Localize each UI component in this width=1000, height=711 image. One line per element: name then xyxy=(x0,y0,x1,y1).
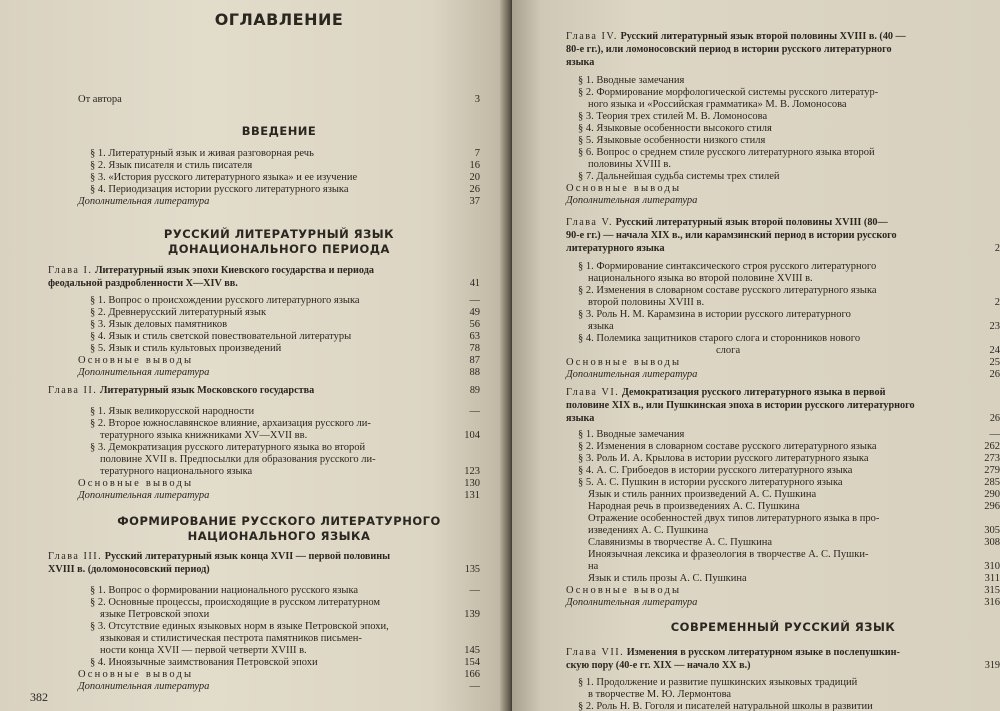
toc-entry-page: — xyxy=(469,681,480,692)
toc-entry-text: § 4. Иноязычные заимствования Петровской эпохи xyxy=(90,657,318,668)
toc-entry-page: 262 xyxy=(984,441,1000,452)
toc-entry-text: § 5. Языковые особенности низкого стиля xyxy=(578,135,766,146)
toc-entry xyxy=(78,680,480,693)
toc-entry-page: 37 xyxy=(469,196,480,207)
toc-entry-text: языка xyxy=(588,321,614,332)
toc-entry-text: § 3. Теория трех стилей М. В. Ломоносова xyxy=(578,111,768,122)
chapter-title-line: языка xyxy=(566,413,595,424)
toc-entry-text: § 3. Отсутствие единых языковых норм в языке Петровской эпохи, xyxy=(90,621,389,632)
toc-entry-page: 88 xyxy=(469,367,480,378)
chapter-label: Глава III. xyxy=(48,551,103,562)
toc-entry-page: 26 xyxy=(989,369,1000,380)
toc-entry-page: 104 xyxy=(464,430,480,441)
toc-entry-text: § 1. Вопрос о происхождении русского литературного языка xyxy=(90,295,360,306)
part-heading-3: СОВРЕМЕННЫЙ РУССКИЙ ЯЗЫК xyxy=(670,620,896,634)
toc-entry-text: § 3. Язык деловых памятников xyxy=(90,319,228,330)
toc-entry-text: Дополнительная литература xyxy=(78,367,210,378)
chapter-title-line: Демократизация русского литературного языка в первой xyxy=(621,387,886,398)
chapter-7-title-cont xyxy=(566,659,1000,672)
toc-entry-text: Народная речь в произведениях А. С. Пушкина xyxy=(588,501,800,512)
toc-entry-text: языковая и стилистическая пестрота памятников письмен- xyxy=(100,633,362,644)
toc-entry xyxy=(78,195,480,208)
toc-entry-page: 123 xyxy=(464,466,480,477)
toc-entry-text: От автора xyxy=(78,94,122,105)
part-heading-1-line1: РУССКИЙ ЛИТЕРАТУРНЫЙ ЯЗЫК xyxy=(163,227,395,241)
toc-entry-text: § 2. Второе южнославянское влияние, архаизация русского ли- xyxy=(90,418,371,429)
toc-entry-page: 63 xyxy=(469,331,480,342)
toc-entry-page: 319 xyxy=(984,660,1000,671)
chapter-label: Глава VI. xyxy=(566,387,620,398)
chapter-title-line: половине XIX в., или Пушкинская эпоха в истории русского литературного xyxy=(566,400,915,411)
toc-entry-text: § 4. А. С. Грибоедов в истории русского литературного языка xyxy=(578,465,853,476)
chapter-4-title-cont xyxy=(566,56,1000,69)
toc-entry-text: ного языка и «Российская грамматика» М. В. Ломоносова xyxy=(588,99,847,110)
toc-entry-page: 315 xyxy=(984,585,1000,596)
page-number: 382 xyxy=(30,690,48,704)
toc-entry-page: 311 xyxy=(984,573,1000,584)
toc-entry-text: слога xyxy=(716,345,741,356)
toc-entry-text: Дополнительная литература xyxy=(78,490,210,501)
toc-entry-page: 41 xyxy=(469,278,480,289)
chapter-title-line: скую пору (40-е гг. XIX — начало XX в.) xyxy=(566,660,751,671)
toc-entry-page: 154 xyxy=(464,657,480,668)
chapter-title-line: XVIII в. (доломоносовский период) xyxy=(48,564,210,575)
chapter-6-title-cont xyxy=(566,399,1000,412)
toc-entry-text: § 2. Язык писателя и стиль писателя xyxy=(90,160,253,171)
toc-entry-page: 285 xyxy=(984,477,1000,488)
chapter-label: Глава II. xyxy=(48,385,98,396)
toc-entry-text: Иноязычная лексика и фразеология в творчестве А. С. Пушки- xyxy=(588,549,869,560)
toc-entry-page: 23 xyxy=(989,321,1000,332)
toc-entry-text: Язык и стиль ранних произведений А. С. Пушкина xyxy=(588,489,817,500)
toc-entry-page: 3 xyxy=(474,94,480,105)
part-heading-1-line2: ДОНАЦИОНАЛЬНОГО ПЕРИОДА xyxy=(168,242,390,256)
toc-entry-text: § 4. Язык и стиль светской повествовательной литературы xyxy=(90,331,352,342)
toc-entry-text: § 7. Дальнейшая судьба системы трех стилей xyxy=(578,171,780,182)
toc-entry-page: 49 xyxy=(469,307,480,318)
toc-entry-text: половины XVIII в. xyxy=(588,159,671,170)
toc-entry-from-author xyxy=(78,93,480,106)
toc-entry-text: § 5. Язык и стиль культовых произведений xyxy=(90,343,282,354)
chapter-title-line: феодальной раздробленности X—XIV вв. xyxy=(48,278,238,289)
toc-entry-text: § 1. Вопрос о формировании национального русского языка xyxy=(90,585,359,596)
toc-entry-page: 78 xyxy=(469,343,480,354)
toc-entry-text: § 3. Роль Н. М. Карамзина в истории русского литературного xyxy=(578,309,851,320)
chapter-title-line: Русский литературный язык второй половины XVIII в. (40 — xyxy=(620,31,906,42)
right-page xyxy=(512,0,1000,711)
toc-entry-page: 296 xyxy=(984,501,1000,512)
toc-entry-page: 24 xyxy=(989,345,1000,356)
toc-entry-text: § 6. Вопрос о среднем стиле русского литературного языка второй xyxy=(578,147,875,158)
part-heading-2-line2: НАЦИОНАЛЬНОГО ЯЗЫКА xyxy=(187,529,371,543)
toc-entry-text: Основные выводы xyxy=(78,669,194,680)
chapter-1-title-cont xyxy=(48,277,480,290)
chapter-label: Глава I. xyxy=(48,265,93,276)
section-heading-intro: ВВЕДЕНИЕ xyxy=(241,124,317,138)
chapter-7-title xyxy=(566,646,1000,659)
toc-entry-text: Дополнительная литература xyxy=(78,196,210,207)
chapter-3-title xyxy=(48,550,480,563)
toc-entry-text: в творчестве М. Ю. Лермонтова xyxy=(588,689,732,700)
chapter-4-title xyxy=(566,30,1000,43)
chapter-label: Глава IV. xyxy=(566,31,618,42)
toc-entry-page: — xyxy=(469,406,480,417)
toc-entry-page: 2 xyxy=(994,297,1000,308)
chapter-4-title-cont xyxy=(566,43,1000,56)
toc-entry-text: § 3. Роль И. А. Крылова в истории русского литературного языка xyxy=(578,453,869,464)
toc-entry-text: § 2. Основные процессы, происходящие в русском литературном xyxy=(90,597,381,608)
toc-entry-text: половине XVII в. Предпосылки для образования русского ли- xyxy=(100,454,376,465)
toc-entry-text: Основные выводы xyxy=(78,478,194,489)
part-heading-2-line1: ФОРМИРОВАНИЕ РУССКОГО ЛИТЕРАТУРНОГО xyxy=(117,514,441,528)
toc-entry-text: Язык и стиль прозы А. С. Пушкина xyxy=(588,573,747,584)
chapter-title-line: 80-е гг.), или ломоносовский период в истории русского литературного xyxy=(566,44,892,55)
toc-entry-page: 131 xyxy=(464,490,480,501)
chapter-title-line: литературного языка xyxy=(566,243,665,254)
toc-entry-page: 26 xyxy=(989,413,1000,424)
toc-entry-text: Основные выводы xyxy=(78,355,194,366)
toc-entry-text: § 1. Вводные замечания xyxy=(578,429,685,440)
toc-entry-text: ности конца XVII — первой четверти XVIII в. xyxy=(100,645,307,656)
toc-entry-page: 2 xyxy=(994,243,1000,254)
toc-entry-page: 7 xyxy=(474,148,480,159)
toc-entry-page: 145 xyxy=(464,645,480,656)
toc-entry-text: национального языка во второй половине XVIII в. xyxy=(588,273,813,284)
chapter-title-line: Русский литературный язык конца XVII — первой половины xyxy=(104,551,391,562)
toc-entry-text: § 4. Языковые особенности высокого стиля xyxy=(578,123,772,134)
toc-entry-text: § 1. Язык великорусской народности xyxy=(90,406,255,417)
toc-entry-page: 87 xyxy=(469,355,480,366)
toc-entry-page: 130 xyxy=(464,478,480,489)
toc-entry-page: 310 xyxy=(984,561,1000,572)
toc-entry-text: § 2. Изменения в словарном составе русского литературного языка xyxy=(578,285,877,296)
chapter-5-title-cont xyxy=(566,229,1000,242)
toc-entry-text: второй половины XVIII в. xyxy=(588,297,705,308)
toc-entry-page: 56 xyxy=(469,319,480,330)
chapter-label: Глава V. xyxy=(566,217,614,228)
toc-entry-text: § 1. Формирование синтаксического строя русского литературного xyxy=(578,261,877,272)
toc-entry xyxy=(566,194,1000,207)
toc-entry-text: § 3. Демократизация русского литературного языка во второй xyxy=(90,442,366,453)
toc-entry-page: 290 xyxy=(984,489,1000,500)
toc-entry-text: § 1. Литературный язык и живая разговорная речь xyxy=(90,148,314,159)
toc-entry-text: § 2. Древнерусский литературный язык xyxy=(90,307,267,318)
toc-entry-page: 16 xyxy=(469,160,480,171)
toc-entry-text: § 4. Полемика защитников старого слога и сторонников нового xyxy=(578,333,861,344)
toc-entry-text: Дополнительная литература xyxy=(566,597,698,608)
toc-entry-text: § 3. «История русского литературного языка» и ее изучение xyxy=(90,172,358,183)
toc-entry-text: § 4. Периодизация истории русского литературного языка xyxy=(90,184,349,195)
toc-entry-text: § 1. Продолжение и развитие пушкинских языковых традиций xyxy=(578,677,858,688)
chapter-title-line: 90-е гг.) — начала XIX в., или карамзинский период в истории русского xyxy=(566,230,897,241)
toc-entry-text: Отражение особенностей двух типов литературного языка в про- xyxy=(588,513,880,524)
contents-title: ОГЛАВЛЕНИЕ xyxy=(214,10,344,29)
toc-entry-page: 26 xyxy=(469,184,480,195)
chapter-1-title xyxy=(48,264,480,277)
toc-entry-page: 89 xyxy=(469,385,480,396)
toc-entry-text: Славянизмы в творчестве А. С. Пушкина xyxy=(588,537,773,548)
toc-entry-text: Основные выводы xyxy=(566,183,682,194)
chapter-title-line: Литературный язык Московского государства xyxy=(99,385,315,396)
chapter-5-title-cont xyxy=(566,242,1000,255)
toc-entry xyxy=(566,368,1000,381)
toc-entry-text: Дополнительная литература xyxy=(566,195,698,206)
toc-entry-page: 139 xyxy=(464,609,480,620)
toc-entry-page: 20 xyxy=(469,172,480,183)
toc-entry-text: § 1. Вводные замечания xyxy=(578,75,685,86)
toc-entry-page: 166 xyxy=(464,669,480,680)
toc-entry-page: 25 xyxy=(989,357,1000,368)
toc-entry-page: 316 xyxy=(984,597,1000,608)
toc-entry-page: — xyxy=(469,585,480,596)
toc-entry-text: § 5. А. С. Пушкин в истории русского литературного языка xyxy=(578,477,843,488)
toc-entry-page: — xyxy=(989,429,1000,440)
toc-entry-page: 135 xyxy=(464,564,480,575)
toc-entry-text: § 2. Роль Н. В. Гоголя и писателей натуральной школы в развитии xyxy=(578,701,873,711)
chapter-5-title xyxy=(566,216,1000,229)
toc-entry-text: Дополнительная литература xyxy=(566,369,698,380)
toc-entry xyxy=(78,489,480,502)
toc-entry-page: 305 xyxy=(984,525,1000,536)
toc-entry-text: Дополнительная литература xyxy=(78,681,210,692)
chapter-title-line: Изменения в русском литературном языке в послепушкин- xyxy=(626,647,900,658)
chapter-label: Глава VII. xyxy=(566,647,625,658)
toc-entry-page: 308 xyxy=(984,537,1000,548)
toc-entry-text: языке Петровской эпохи xyxy=(100,609,210,620)
toc-entry-text: тературного национального языка xyxy=(100,466,253,477)
chapter-title-line: языка xyxy=(566,57,595,68)
chapter-3-title-cont xyxy=(48,563,480,576)
chapter-2-title xyxy=(48,384,480,397)
toc-entry-text: § 2. Изменения в словарном составе русского литературного языка xyxy=(578,441,877,452)
toc-entry-text: изведениях А. С. Пушкина xyxy=(588,525,709,536)
toc-entry-text: Основные выводы xyxy=(566,585,682,596)
toc-entry-page: 273 xyxy=(984,453,1000,464)
toc-entry-text: на xyxy=(588,561,599,572)
toc-entry-text: Основные выводы xyxy=(566,357,682,368)
toc-entry xyxy=(566,700,1000,711)
chapter-6-title xyxy=(566,386,1000,399)
toc-entry xyxy=(566,596,1000,609)
chapter-title-line: Литературный язык эпохи Киевского государства и периода xyxy=(94,265,374,276)
toc-entry xyxy=(78,366,480,379)
chapter-title-line: Русский литературный язык второй половины XVIII (80— xyxy=(615,217,888,228)
toc-entry-text: § 2. Формирование морфологической системы русского литератур- xyxy=(578,87,879,98)
chapter-6-title-cont xyxy=(566,412,1000,425)
toc-entry-page: 279 xyxy=(984,465,1000,476)
toc-entry-text: тературного языка книжниками XV—XVII вв. xyxy=(100,430,308,441)
toc-entry-page: — xyxy=(469,295,480,306)
